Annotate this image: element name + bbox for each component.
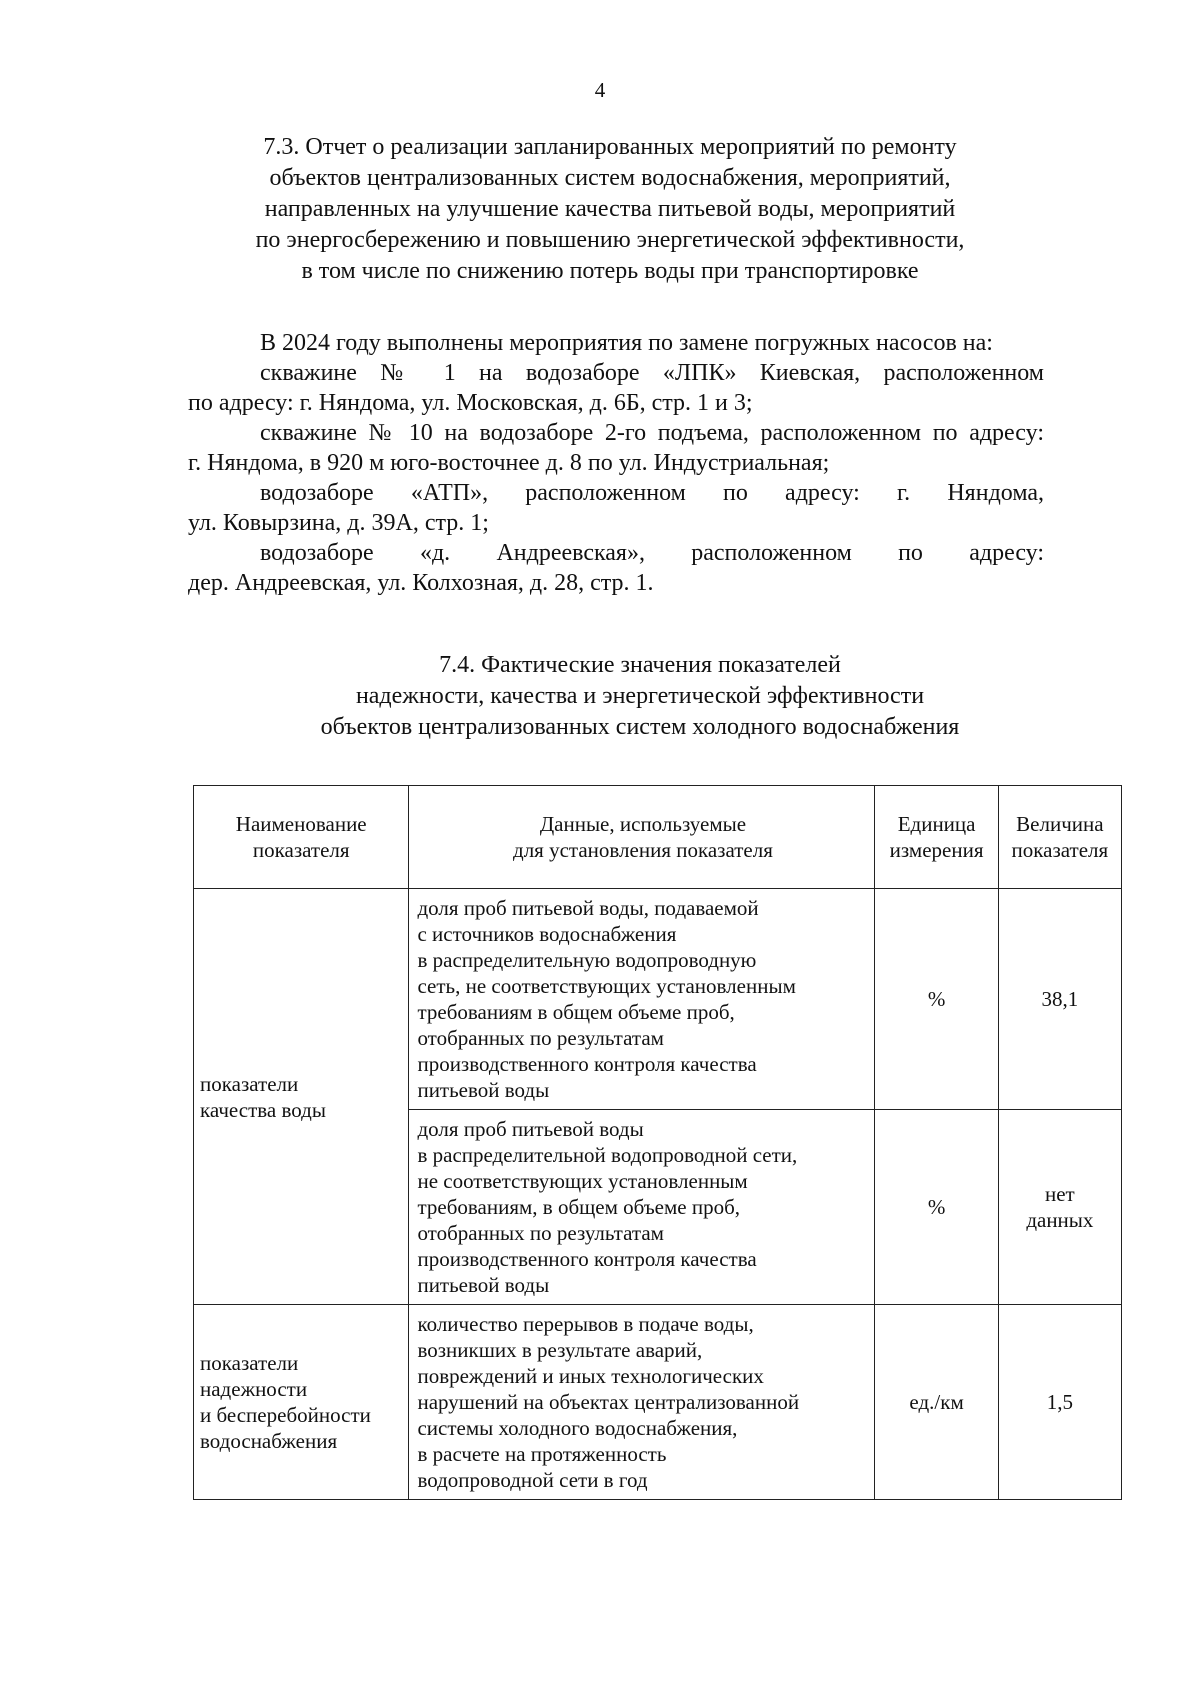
item-line-first: скважине № 10 на водозаборе 2-го подъема, расположенном по адресу: [260, 420, 1044, 446]
cell-text: сеть, не соответствующих установленным [417, 974, 796, 998]
header-unit [875, 786, 998, 889]
header-text: измерения [889, 838, 984, 862]
data-cell [409, 1305, 875, 1500]
item-line-rest: ул. Ковырзина, д. 39А, стр. 1; [188, 510, 489, 536]
cell-text: требованиям, в общем объеме проб, [417, 1195, 741, 1219]
cell-text: 38,1 [1041, 987, 1079, 1011]
unit-cell: ед./км [875, 1305, 998, 1500]
item-line-first: водозаборе «АТП», расположенном по адресу: г. Няндома, [260, 480, 1044, 506]
cell-text: количество перерывов в подаче воды, [417, 1312, 754, 1336]
cell-text: показатели [200, 1351, 299, 1375]
table-row [194, 1305, 1122, 1500]
title-line: 7.4. Фактические значения показателей [439, 652, 841, 678]
cell-text: в расчете на протяженность [417, 1442, 667, 1466]
value-cell [998, 1305, 1121, 1500]
cell-text: водопроводной сети в год [417, 1468, 648, 1492]
title-line: по энергосбережению и повышению энергетической эффективности, [255, 227, 965, 253]
cell-text: системы холодного водоснабжения, [417, 1416, 738, 1440]
item-line-rest: по адресу: г. Няндома, ул. Московская, д. 6Б, стр. 1 и 3; [188, 390, 753, 416]
indicators-table [193, 785, 1122, 1500]
cell-text: производственного контроля качества [417, 1247, 757, 1271]
value-cell [998, 1110, 1121, 1305]
value-cell [998, 889, 1121, 1110]
cell-text: надежности [200, 1377, 308, 1401]
title-line: объектов централизованных систем холодного водоснабжения [320, 714, 960, 740]
cell-text: данных [1026, 1208, 1094, 1232]
cell-text: требованиям в общем объеме проб, [417, 1000, 735, 1024]
cell-text: 1,5 [1046, 1390, 1073, 1414]
data-cell [409, 889, 875, 1110]
header-text: Наименование [235, 812, 367, 836]
section-7-4-title [240, 650, 1040, 743]
cell-text: отобранных по результатам [417, 1221, 664, 1245]
unit-cell: % [875, 889, 998, 1110]
header-name [194, 786, 409, 889]
cell-text: нет [1044, 1182, 1075, 1206]
header-text: для установления показателя [513, 838, 773, 862]
header-text: Величина [1016, 812, 1104, 836]
cell-text: доля проб питьевой воды, подаваемой [417, 896, 759, 920]
item-line-rest: г. Няндома, в 920 м юго-восточнее д. 8 по ул. Индустриальная; [188, 450, 830, 476]
header-text: показателя [252, 838, 350, 862]
group-name-quality [194, 889, 409, 1305]
cell-text: производственного контроля качества [417, 1052, 757, 1076]
header-value [998, 786, 1121, 889]
cell-text: нарушений на объектах централизованной [417, 1390, 800, 1414]
group-name-reliability [194, 1305, 409, 1500]
header-text: Единица [897, 812, 976, 836]
data-cell [409, 1110, 875, 1305]
title-line: надежности, качества и энергетической эффективности [355, 683, 925, 709]
header-text: показателя [1011, 838, 1109, 862]
title-line: 7.3. Отчет о реализации запланированных мероприятий по ремонту [263, 134, 957, 160]
cell-text: показатели [200, 1071, 299, 1096]
cell-text: доля проб питьевой воды [417, 1117, 644, 1141]
title-line: объектов централизованных систем водоснабжения, мероприятий, [269, 165, 951, 191]
cell-text: качества воды [200, 1097, 326, 1122]
header-data [409, 786, 875, 889]
title-line: направленных на улучшение качества питьевой воды, мероприятий [264, 196, 956, 222]
table-header-row [194, 786, 1122, 889]
table-row [194, 889, 1122, 1110]
cell-text: возникших в результате аварий, [417, 1338, 703, 1362]
cell-text: в распределительную водопроводную [417, 948, 757, 972]
cell-text: питьевой воды [417, 1273, 550, 1297]
header-text: Данные, используемые [539, 812, 747, 836]
cell-text: в распределительной водопроводной сети, [417, 1143, 798, 1167]
section-7-3-body [188, 328, 1044, 598]
item-line-rest: дер. Андреевская, ул. Колхозная, д. 28, стр. 1. [188, 570, 654, 596]
title-line: в том числе по снижению потерь воды при транспортировке [301, 258, 919, 284]
cell-text: не соответствующих установленным [417, 1169, 748, 1193]
page-number: 4 [594, 78, 606, 102]
item-line-first: скважине № 1 на водозаборе «ЛПК» Киевская, расположенном [260, 360, 1044, 386]
cell-text: повреждений и иных технологических [417, 1364, 764, 1388]
unit-cell: % [875, 1110, 998, 1305]
intro-paragraph: В 2024 году выполнены мероприятия по замене погружных насосов на: [260, 330, 993, 356]
cell-text: питьевой воды [417, 1078, 550, 1102]
cell-text: водоснабжения [200, 1429, 338, 1453]
cell-text: с источников водоснабжения [417, 922, 677, 946]
cell-text: отобранных по результатам [417, 1026, 664, 1050]
cell-text: и бесперебойности [200, 1403, 371, 1427]
section-7-3-title [190, 132, 1030, 287]
item-line-first: водозаборе «д. Андреевская», расположенном по адресу: [260, 540, 1044, 566]
